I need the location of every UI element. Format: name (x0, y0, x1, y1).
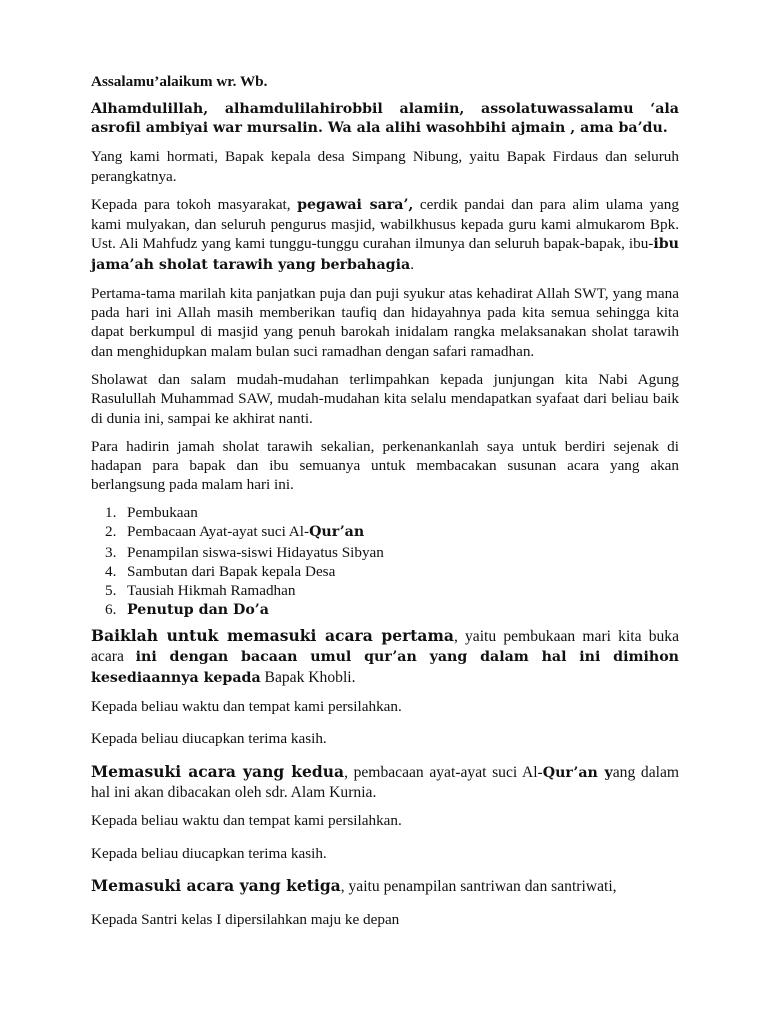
agenda-text: Tausiah Hikmah Ramadhan (127, 582, 296, 600)
agenda-list (91, 503, 679, 620)
paragraph-acara-ketiga (91, 876, 679, 897)
paragraph-pertama: Pertama-tama marilah kita panjatkan puja dan puji syukur atas kehadirat Allah SWT, yang mana pada hari ini Allah masih memberikan taufiq dan hidayahnya pada kita semua sehingga kita dapat berkumpul di masjid yang penuh barokah inidalam rangka melaksanakan sholat tarawih dan menghidupkan malam bulan suci ramadhan dengan safari ramadhan. (91, 284, 679, 360)
agenda-number: 3. (105, 543, 117, 561)
acara2-bold: Qur’an y (542, 764, 613, 781)
agenda-text: Sambutan dari Bapak kepala Desa (127, 562, 336, 580)
agenda-item (105, 562, 679, 581)
tokoh-bold2: ibu jama’ah sholat tarawih yang berbahagia (91, 236, 679, 273)
terima-kasih-2: Kepada beliau diucapkan terima kasih. (91, 844, 327, 862)
agenda-bold-text: Qur’an (309, 524, 365, 541)
agenda-item (105, 522, 679, 542)
paragraph-hadirin: Para hadirin jamah sholat tarawih sekalian, perkenankanlah saya untuk berdiri sejenak di hadapan para bapak dan ibu semuanya untuk membacakan susunan acara yang akan berlangsung pada malam hari ini. (91, 437, 679, 494)
agenda-number: 1. (105, 504, 117, 522)
agenda-text: Pembacaan Ayat-ayat suci Al- (127, 523, 310, 541)
opening-paragraph: Alhamdulillah, alhamdulilahirobbil alamiin, assolatuwassalamu ‘ala asrofil ambiyai war mursalin. Wa ala alihi wasohbihi ajmain , ama ba’du. (91, 100, 679, 137)
acara3-rest1: , yaitu penampilan santriwan dan santriwati, (340, 878, 617, 896)
agenda-item (105, 581, 679, 600)
paragraph-tokoh (91, 195, 679, 276)
agenda-number: 2. (105, 523, 117, 541)
paragraph-sholawat: Sholawat dan salam mudah-mudahan terlimpahkan kepada junjungan kita Nabi Agung Rasulullah Muhammad SAW, mudah-mudahan kita selalu mendapatkan syafaat dari beliau baik di dunia ini, sampai ke akhirat nanti. (91, 370, 679, 427)
agenda-item (105, 600, 679, 620)
agenda-item (105, 503, 679, 522)
persilahkan-2: Kepada beliau waktu dan tempat kami persilahkan. (91, 812, 402, 830)
paragraph-santri: Kepada Santri kelas I dipersilahkan maju ke depan (91, 910, 400, 928)
acara2-rest1: , pembacaan ayat-ayat suci Al- (344, 763, 543, 781)
paragraph-hormati: Yang kami hormati, Bapak kepala desa Simpang Nibung, yaitu Bapak Firdaus dan seluruh perangkatnya. (91, 148, 679, 185)
agenda-number: 6. (105, 601, 117, 619)
tokoh-part2: cerdik pandai dan para alim ulama yang kami mulyakan, dan seluruh pengurus masjid, wabilkhusus kepada guru kami almukarom Bpk. Ust. Ali Mahfudz yang kami tunggu-tunggu curahan ilmunya dan seluruh bapak-bapak, ibu- (91, 195, 679, 253)
tokoh-part3: . (410, 255, 414, 273)
acara1-rest1: , yaitu pembukaan mari kita buka acara (91, 628, 680, 666)
greeting: Assalamu’alaikum wr. Wb. (91, 73, 268, 90)
document-page (91, 72, 679, 938)
acara3-lead: Memasuki acara yang ketiga (91, 876, 341, 896)
tokoh-part1: Kepada para tokoh masyarakat, (91, 195, 298, 213)
paragraph-acara-kedua (91, 762, 679, 803)
paragraph-acara-pertama (91, 626, 679, 688)
acara1-rest2: Bapak Khobli. (260, 668, 356, 686)
tokoh-bold1: pegawai sara’, (297, 196, 414, 213)
agenda-number: 5. (105, 582, 117, 600)
persilahkan-1: Kepada beliau waktu dan tempat kami persilahkan. (91, 697, 402, 715)
acara2-lead: Memasuki acara yang kedua (91, 761, 345, 781)
terima-kasih-1: Kepada beliau diucapkan terima kasih. (91, 730, 327, 748)
agenda-number: 4. (105, 562, 117, 580)
agenda-bold-text: Penutup dan Do’a (127, 602, 269, 619)
agenda-text: Pembukaan (127, 504, 198, 522)
agenda-text: Penampilan siswa-siswi Hidayatus Sibyan (127, 543, 384, 561)
acara1-bold: ini dengan bacaan umul qur’an yang dalam hal ini dimihon kesediaannya kepada (91, 649, 679, 686)
acara2-rest2: ang dalam hal ini akan dibacakan oleh sdr. Alam Kurnia. (91, 763, 679, 802)
agenda-item (105, 543, 679, 562)
acara1-lead: Baiklah untuk memasuki acara pertama (91, 626, 454, 646)
